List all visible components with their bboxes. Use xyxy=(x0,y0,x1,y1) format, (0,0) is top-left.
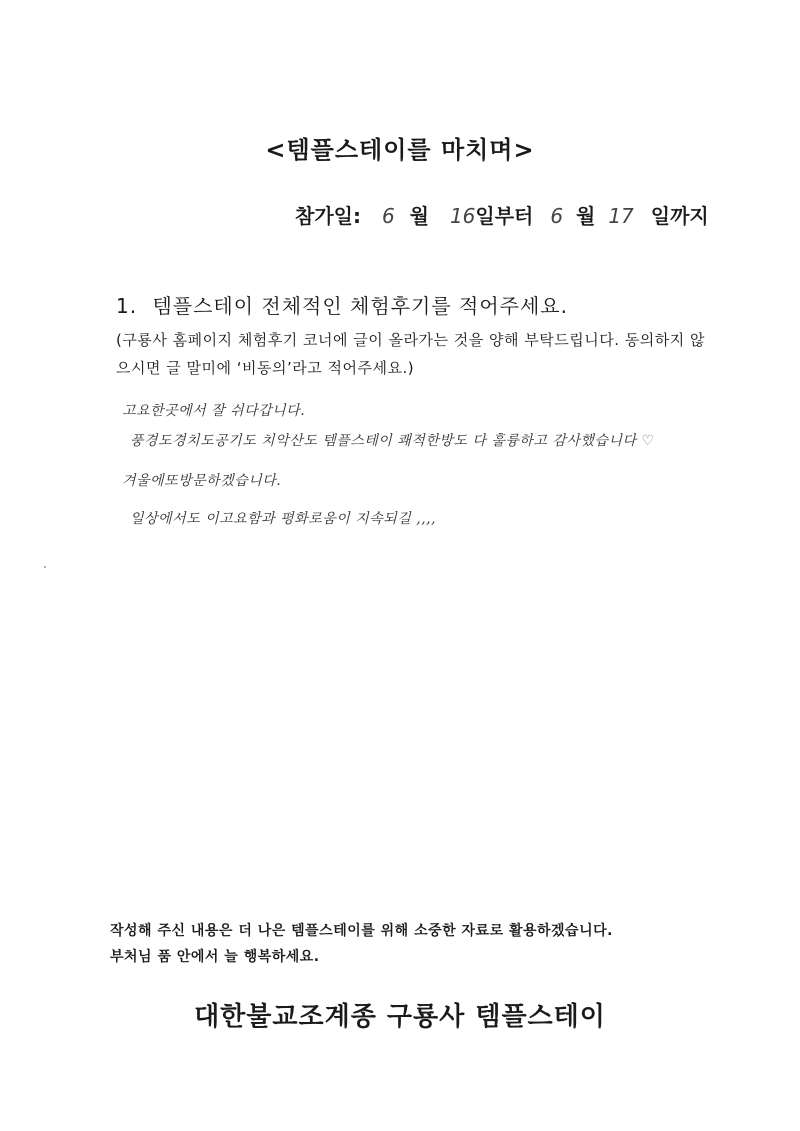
handwritten-line-2-text: 풍경도경치도공기도 치악산도 템플스테이 쾌적한방도 다 훌륭하고 감사했습니다 xyxy=(130,433,637,449)
start-month: 6 xyxy=(381,204,395,228)
handwritten-line-3: 겨울에또방문하겠습니다. xyxy=(122,473,282,489)
question-number: 1. xyxy=(116,294,138,318)
organization-name: 대한불교조계종 구룡사 템플스테이 xyxy=(194,1002,606,1032)
to-text: 일까지 xyxy=(650,204,709,228)
start-month-unit: 월 xyxy=(409,204,429,228)
footer-line-1: 작성해 주신 내용은 더 나은 템플스테이를 위해 소중한 자료로 활용하겠습니다. xyxy=(110,923,613,939)
question-1 xyxy=(116,290,568,319)
participation-period xyxy=(295,200,709,229)
handwritten-line-4: 일상에서도 이고요함과 평화로움이 지속되길 ,,,, xyxy=(130,511,437,527)
from-text: 일부터 xyxy=(475,204,534,228)
start-day: 16 xyxy=(449,204,476,228)
heart-icon: ♡ xyxy=(641,433,655,449)
handwritten-line-2 xyxy=(130,430,655,450)
scan-speck xyxy=(44,566,46,568)
handwritten-line-1: 고요한곳에서 잘 쉬다갑니다. xyxy=(122,403,306,419)
footer-line-2: 부처님 품 안에서 늘 행복하세요. xyxy=(110,949,320,965)
page-title: <템플스테이를 마치며> xyxy=(265,136,535,164)
question-text: 템플스테이 전체적인 체험후기를 적어주세요. xyxy=(152,294,568,318)
end-month-unit: 월 xyxy=(576,204,596,228)
period-label: 참가일: xyxy=(295,204,361,228)
consent-note: (구룡사 홈페이지 체험후기 코너에 글이 올라가는 것을 양해 부탁드립니다. 동의하지 않으시면 글 말미에 ‘비동의’라고 적어주세요.) xyxy=(116,331,705,377)
end-month: 6 xyxy=(550,204,564,228)
end-day: 17 xyxy=(608,204,634,228)
